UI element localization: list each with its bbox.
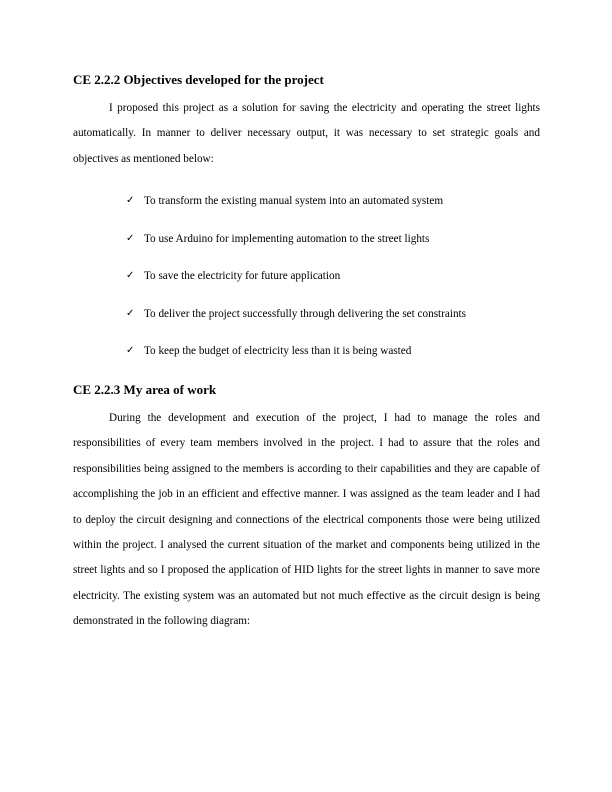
check-icon: ✓ [126,345,135,357]
objectives-intro-paragraph: I proposed this project as a solution for saving the electricity and operating the street lights automatically. In manner to deliver necessary output, it was necessary to set strategic goals and objectives as mentioned below: [73,102,540,165]
objective-text: To transform the existing manual system into an automated system [144,195,444,207]
section-heading-objectives: CE 2.2.2 Objectives developed for the project [73,72,324,87]
check-icon: ✓ [126,195,135,206]
objective-text: To save the electricity for future application [144,270,341,283]
objective-text: To use Arduino for implementing automation to the street lights [144,232,430,245]
objective-text: To keep the budget of electricity less than it is being wasted [144,345,412,358]
list-item [126,341,466,379]
list-item [126,229,466,267]
check-icon: ✓ [126,307,135,319]
list-item [126,266,466,304]
objective-text: To deliver the project successfully through delivering the set constraints [144,307,467,320]
check-icon: ✓ [126,270,135,282]
section-heading-area-of-work: CE 2.2.3 My area of work [73,382,217,397]
area-of-work-paragraph: During the development and execution of the project, I had to manage the roles and responsibilities of every team members involved in the project. I had to assure that the roles and responsibilities being assigned to the members is according to their capabilities and they are capable of accomplishing the job in an efficient and effective manner. I was assigned as the team leader and I had to deploy the circuit designing and connections of the electrical components those were being utilized within the project. I analysed the current situation of the market and components being utilized in the street lights and so I proposed the application of HID lights for the street lights in manner to save more electricity. The existing system was an automated but not much effective as the circuit design is being demonstrated in the following diagram: [73,412,540,628]
check-icon: ✓ [126,232,135,244]
objectives-list [126,191,466,379]
list-item [126,191,466,229]
list-item [126,304,466,342]
